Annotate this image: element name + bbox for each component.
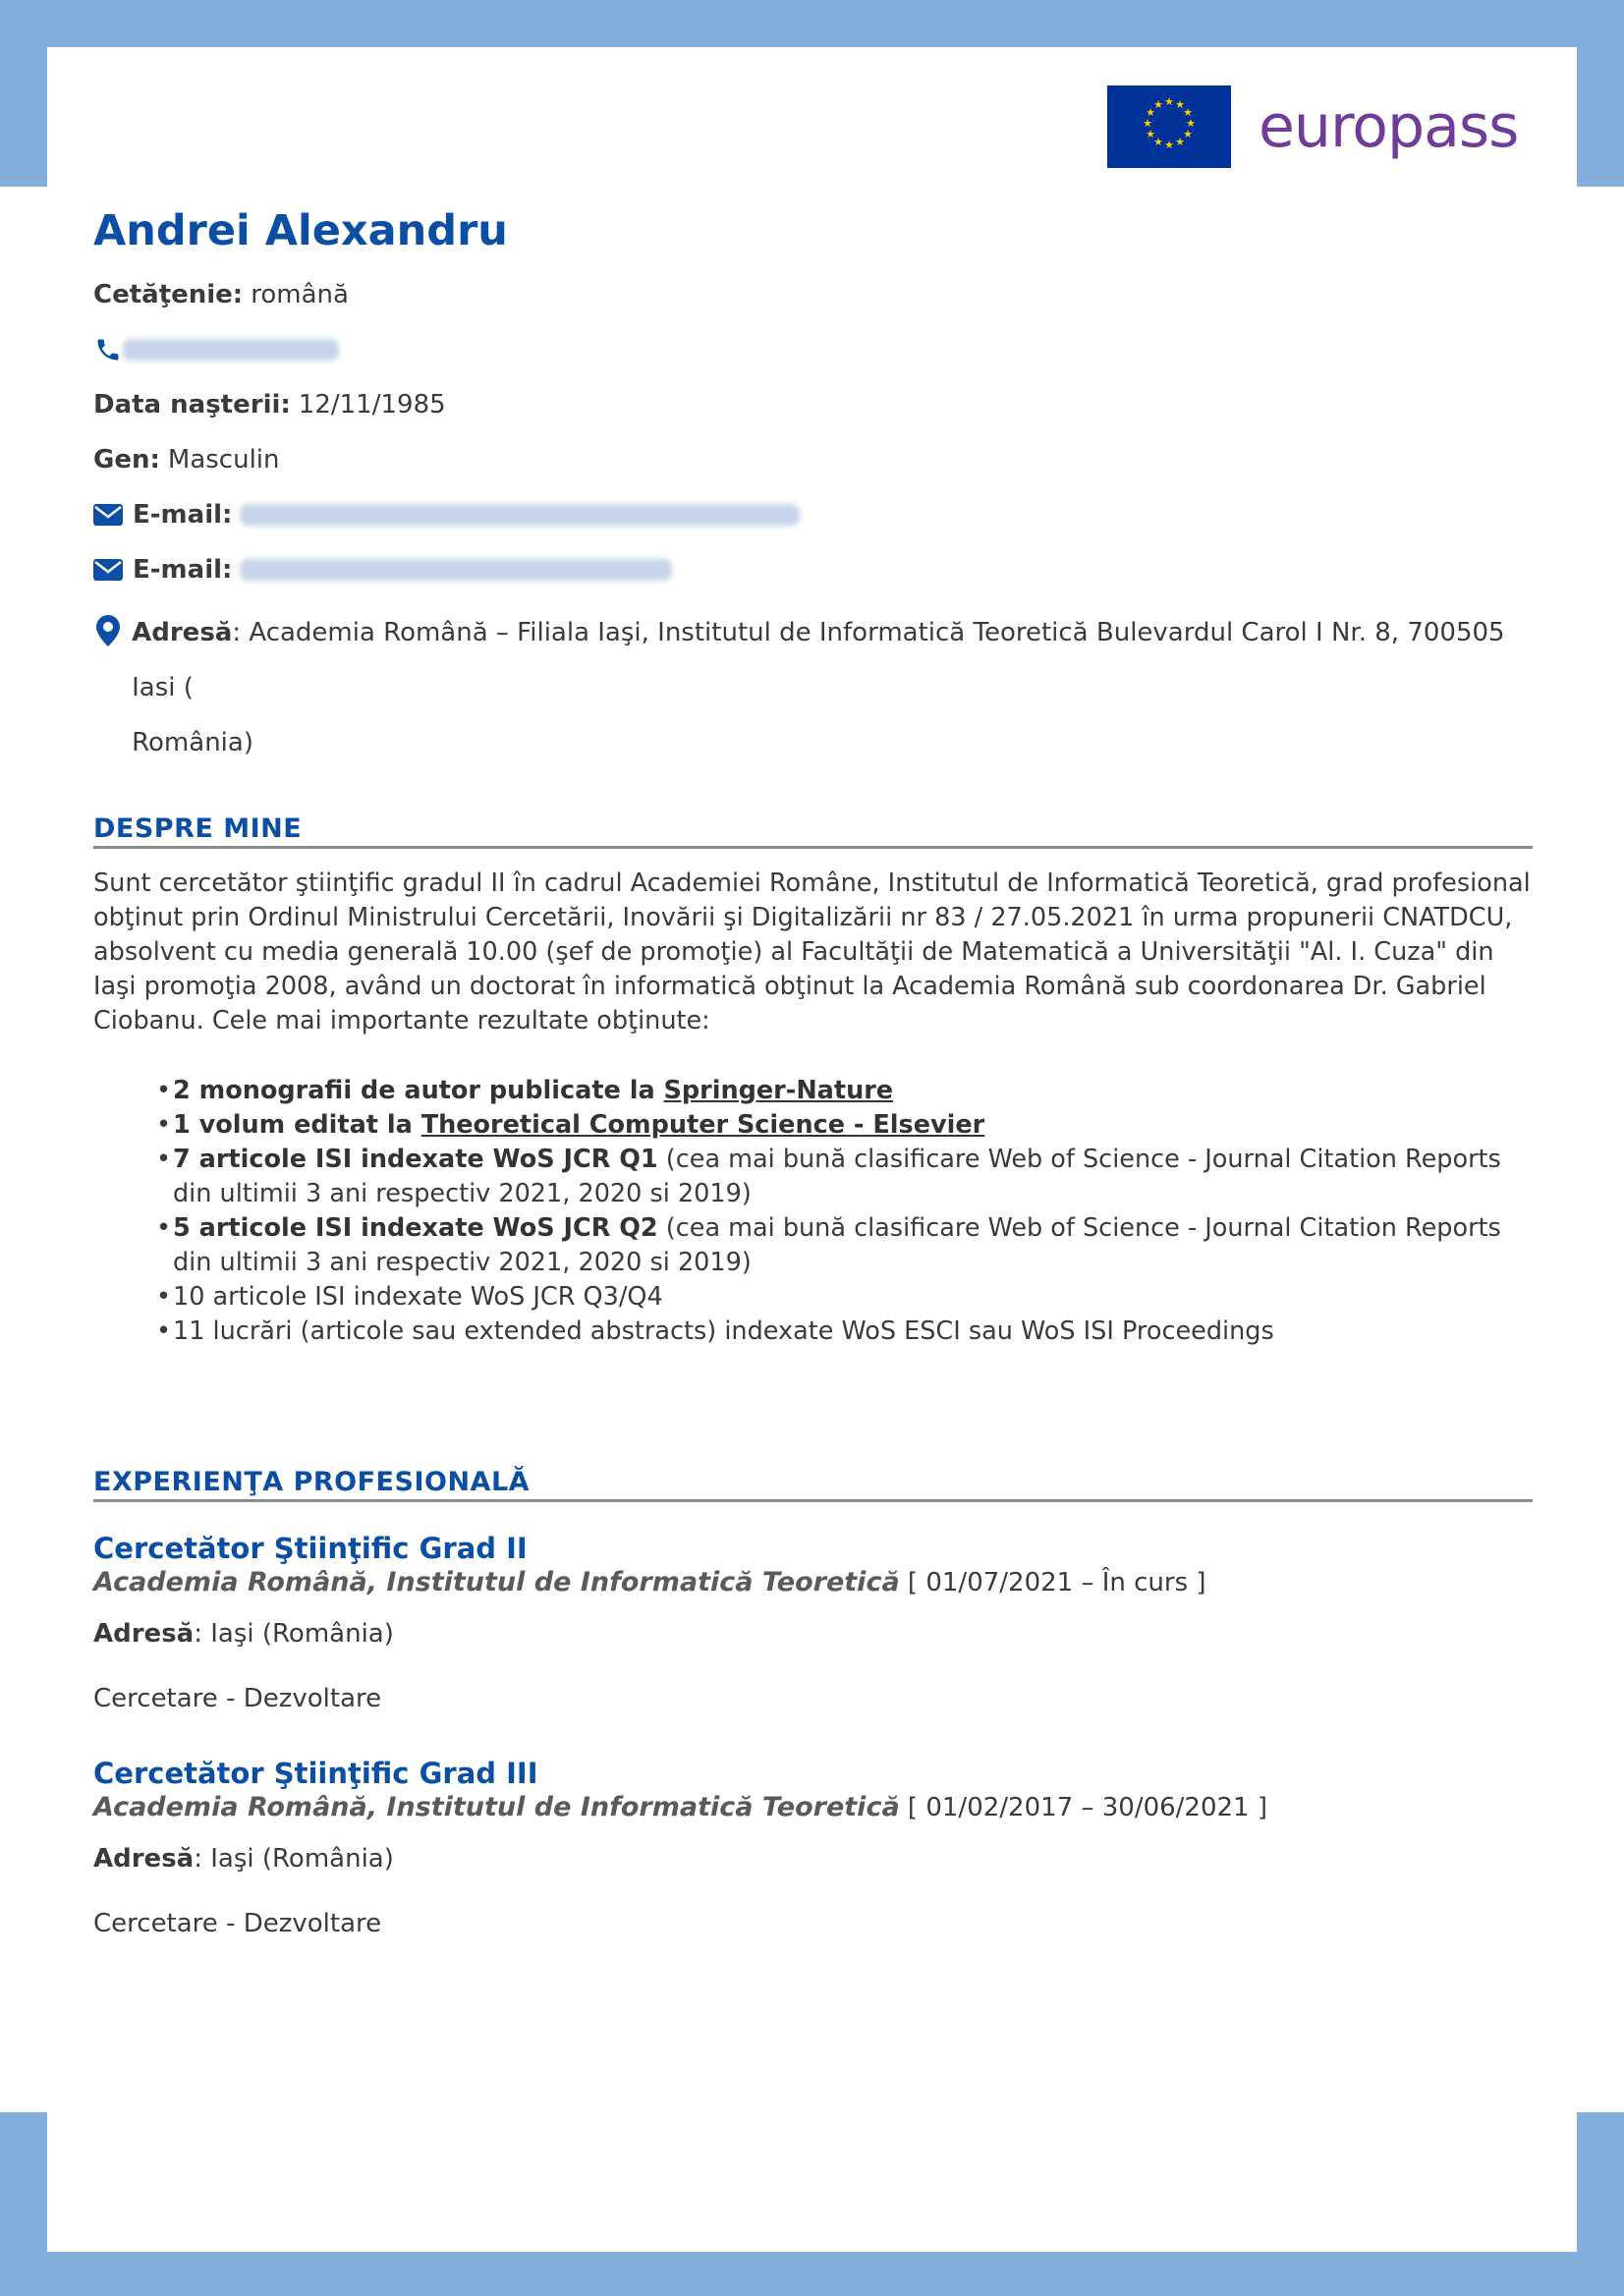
svg-text:★: ★	[1186, 116, 1196, 130]
job-dates: [ 01/07/2021 – În curs ]	[899, 1568, 1206, 1597]
svg-text:★: ★	[1153, 97, 1163, 111]
email-label: E-mail:	[133, 555, 233, 585]
email-row-1	[93, 495, 1533, 550]
list-item	[156, 1074, 1533, 1108]
europass-logo	[1107, 84, 1518, 168]
job-address-value: : Iaşi (România)	[194, 1844, 394, 1874]
job-dates: [ 01/02/2017 – 30/06/2021 ]	[899, 1793, 1267, 1822]
job-address	[93, 1844, 1533, 1874]
address-text	[132, 605, 1533, 770]
list-item	[156, 1211, 1533, 1280]
eu-flag-icon	[1107, 85, 1231, 168]
envelope-icon	[93, 550, 123, 589]
birth-row	[93, 385, 1533, 440]
svg-text:★: ★	[1164, 94, 1174, 108]
frame-top-right	[1577, 0, 1624, 187]
job-address	[93, 1619, 1533, 1649]
gender-value: Masculin	[167, 445, 280, 475]
tcs-elsevier-link[interactable]: Theoretical Computer Science - Elsevier	[420, 1110, 985, 1140]
frame-bottom-right	[1577, 2112, 1624, 2296]
address-value: : Academia Română – Filiala Iaşi, Institutul de Informatică Teoretică Bulevardul Carol I Nr. 8, 700505 Iasi (	[132, 618, 1505, 702]
envelope-icon	[93, 495, 123, 534]
about-section-title: DESPRE MINE	[93, 813, 1533, 849]
svg-text:★: ★	[1164, 138, 1174, 151]
birth-label: Data naşterii:	[93, 390, 291, 420]
citizenship-row	[93, 275, 1533, 330]
results-list	[93, 1074, 1533, 1349]
list-item	[156, 1143, 1533, 1211]
bullet-text: (cea mai bună clasificare Web of Science - Journal Citation Reports din ultimii 3 ani respectiv 2021, 2020 si 2019)	[173, 1213, 1501, 1277]
list-item: • 11 lucrări (articole sau extended abstracts) indexate WoS ESCI sau WoS ISI Proceedings	[156, 1315, 1533, 1349]
about-text: Sunt cercetător ştiinţific gradul II în cadrul Academiei Române, Institutul de Informatică Teoretică, grad profesional obţinut prin Ordinul Ministrului Cercetării, Inovării şi Digitalizării nr 83 / 27.05.2021 în urma propunerii CNATDCU, absolvent cu media generală 10.00 (şef de promoţie) al Facultăţii de Matematică a Universităţii "Al. I. Cuza" din Iaşi promoţia 2008, având un doctorat în informatică obţinut la Academia Română sub coordonarea Dr. Gabriel Ciobanu. Cele mai importante rezultate obţinute:	[93, 868, 1531, 1036]
location-pin-icon	[93, 605, 122, 646]
job-description: Cercetare - Dezvoltare	[93, 1684, 382, 1713]
springer-link[interactable]: Springer-Nature	[663, 1076, 894, 1105]
phone-value-redacted	[123, 339, 339, 361]
address-row	[93, 605, 1533, 770]
bullet-bold: 2 monografii de autor publicate la	[173, 1076, 664, 1105]
job-address-label: Adresă	[93, 1619, 195, 1649]
citizenship-value: română	[251, 280, 349, 309]
frame-top	[0, 0, 1624, 47]
phone-icon	[93, 330, 123, 369]
svg-text:★: ★	[1153, 135, 1163, 148]
svg-text:★: ★	[1183, 127, 1193, 140]
job-org-name: Academia Română, Institutul de Informatică Teoretică	[93, 1567, 900, 1597]
email-link-redacted[interactable]	[240, 504, 800, 526]
frame-bottom-left	[0, 2112, 47, 2296]
address-label: Adresă	[132, 618, 233, 647]
experience-section-title: EXPERIENŢA PROFESIONALĂ	[93, 1467, 1533, 1502]
job-entry	[93, 1532, 1533, 1713]
svg-text:★: ★	[1183, 105, 1193, 119]
svg-text:★: ★	[1146, 127, 1155, 140]
job-entry	[93, 1757, 1533, 1938]
job-address-value: : Iaşi (România)	[194, 1619, 394, 1649]
europass-wordmark: europass	[1259, 91, 1519, 161]
job-organization	[93, 1567, 1533, 1597]
svg-text:★: ★	[1143, 116, 1152, 130]
bullet-bold: 1 volum editat la	[173, 1110, 421, 1140]
svg-text:★: ★	[1175, 135, 1185, 148]
job-title: Cercetător Ştiinţific Grad III	[93, 1757, 538, 1790]
gender-label: Gen:	[93, 445, 160, 475]
cv-content	[93, 206, 1533, 1938]
list-item	[156, 1108, 1533, 1143]
gender-row	[93, 440, 1533, 495]
job-address-label: Adresă	[93, 1844, 195, 1874]
bullet-bold: 5 articole ISI indexate WoS JCR Q2	[173, 1213, 658, 1243]
person-name: Andrei Alexandru	[93, 206, 508, 255]
email-row-2	[93, 550, 1533, 605]
list-item: • 10 articole ISI indexate WoS JCR Q3/Q4	[156, 1280, 1533, 1315]
job-org-name: Academia Română, Institutul de Informatică Teoretică	[93, 1792, 900, 1822]
address-value-line2: România)	[132, 728, 253, 757]
job-organization	[93, 1792, 1533, 1822]
bullet-bold: 7 articole ISI indexate WoS JCR Q1	[173, 1145, 658, 1174]
email-label: E-mail:	[133, 500, 233, 530]
svg-text:★: ★	[1146, 105, 1155, 119]
birth-value: 12/11/1985	[298, 390, 446, 420]
citizenship-label: Cetăţenie:	[93, 280, 244, 309]
frame-top-left	[0, 0, 47, 187]
svg-text:★: ★	[1175, 97, 1185, 111]
job-title: Cercetător Ştiinţific Grad II	[93, 1532, 528, 1565]
email-link-redacted[interactable]	[240, 559, 672, 581]
frame-bottom	[0, 2252, 1624, 2296]
phone-row	[93, 330, 1533, 385]
job-description: Cercetare - Dezvoltare	[93, 1909, 382, 1938]
bullet-text: (cea mai bună clasificare Web of Science - Journal Citation Reports din ultimii 3 ani respectiv 2021, 2020 si 2019)	[173, 1145, 1501, 1208]
